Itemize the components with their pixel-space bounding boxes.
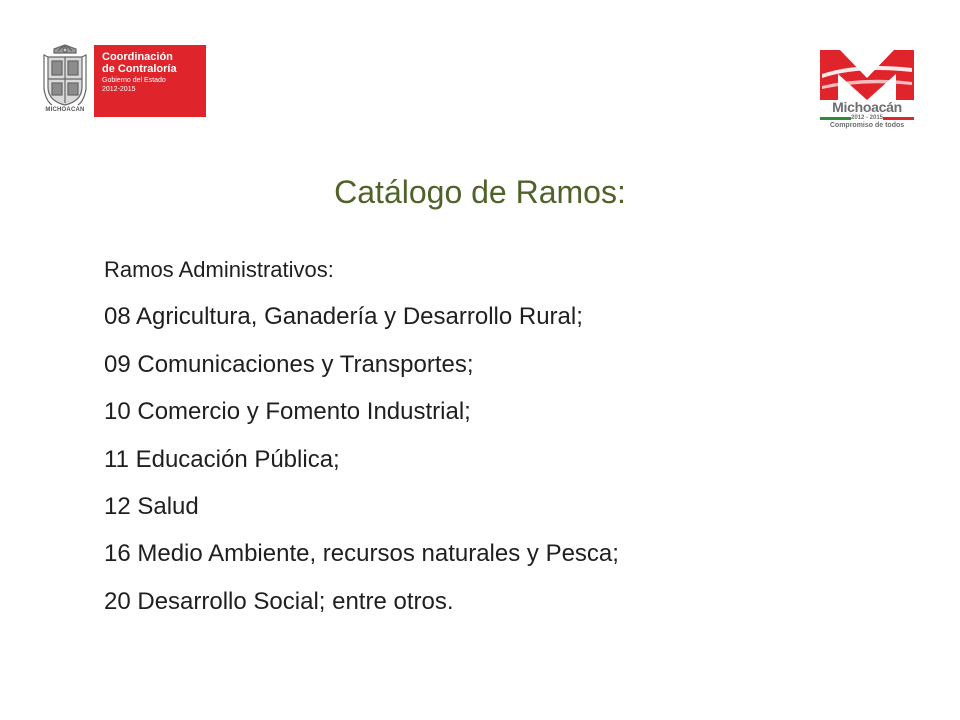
- logo-years: 2012 - 2015: [850, 115, 884, 121]
- list-heading: Ramos Administrativos:: [104, 257, 334, 282]
- list-item: 08 Agricultura, Ganadería y Desarrollo Rural;: [104, 303, 583, 331]
- logo-slogan: Compromiso de todos: [829, 122, 905, 129]
- michoacan-name: Michoacán: [832, 99, 902, 115]
- org-subtitle: Gobierno del Estado: [102, 77, 166, 84]
- list-item: 10 Comercio y Fomento Industrial;: [104, 398, 471, 426]
- list-item: 12 Salud: [104, 493, 199, 521]
- list-item: 16 Medio Ambiente, recursos naturales y Pesca;: [104, 540, 619, 568]
- crest-caption: MICHOACAN: [45, 107, 85, 113]
- list-item: 20 Desarrollo Social; entre otros.: [104, 587, 454, 615]
- org-name-line2: de Contraloría: [102, 63, 177, 75]
- slide-title: Catálogo de Ramos:: [334, 174, 626, 210]
- list-item: 11 Educación Pública;: [104, 445, 340, 473]
- contraloria-badge: [94, 45, 206, 117]
- org-name-line1: Coordinación: [102, 51, 173, 63]
- list-item: 09 Comunicaciones y Transportes;: [104, 350, 474, 378]
- contraloria-logo: [40, 43, 206, 118]
- ramos-list: [104, 246, 924, 625]
- michoacan-m-icon: [818, 44, 916, 102]
- michoacan-logo: [818, 44, 916, 130]
- org-period: 2012-2015: [102, 86, 136, 93]
